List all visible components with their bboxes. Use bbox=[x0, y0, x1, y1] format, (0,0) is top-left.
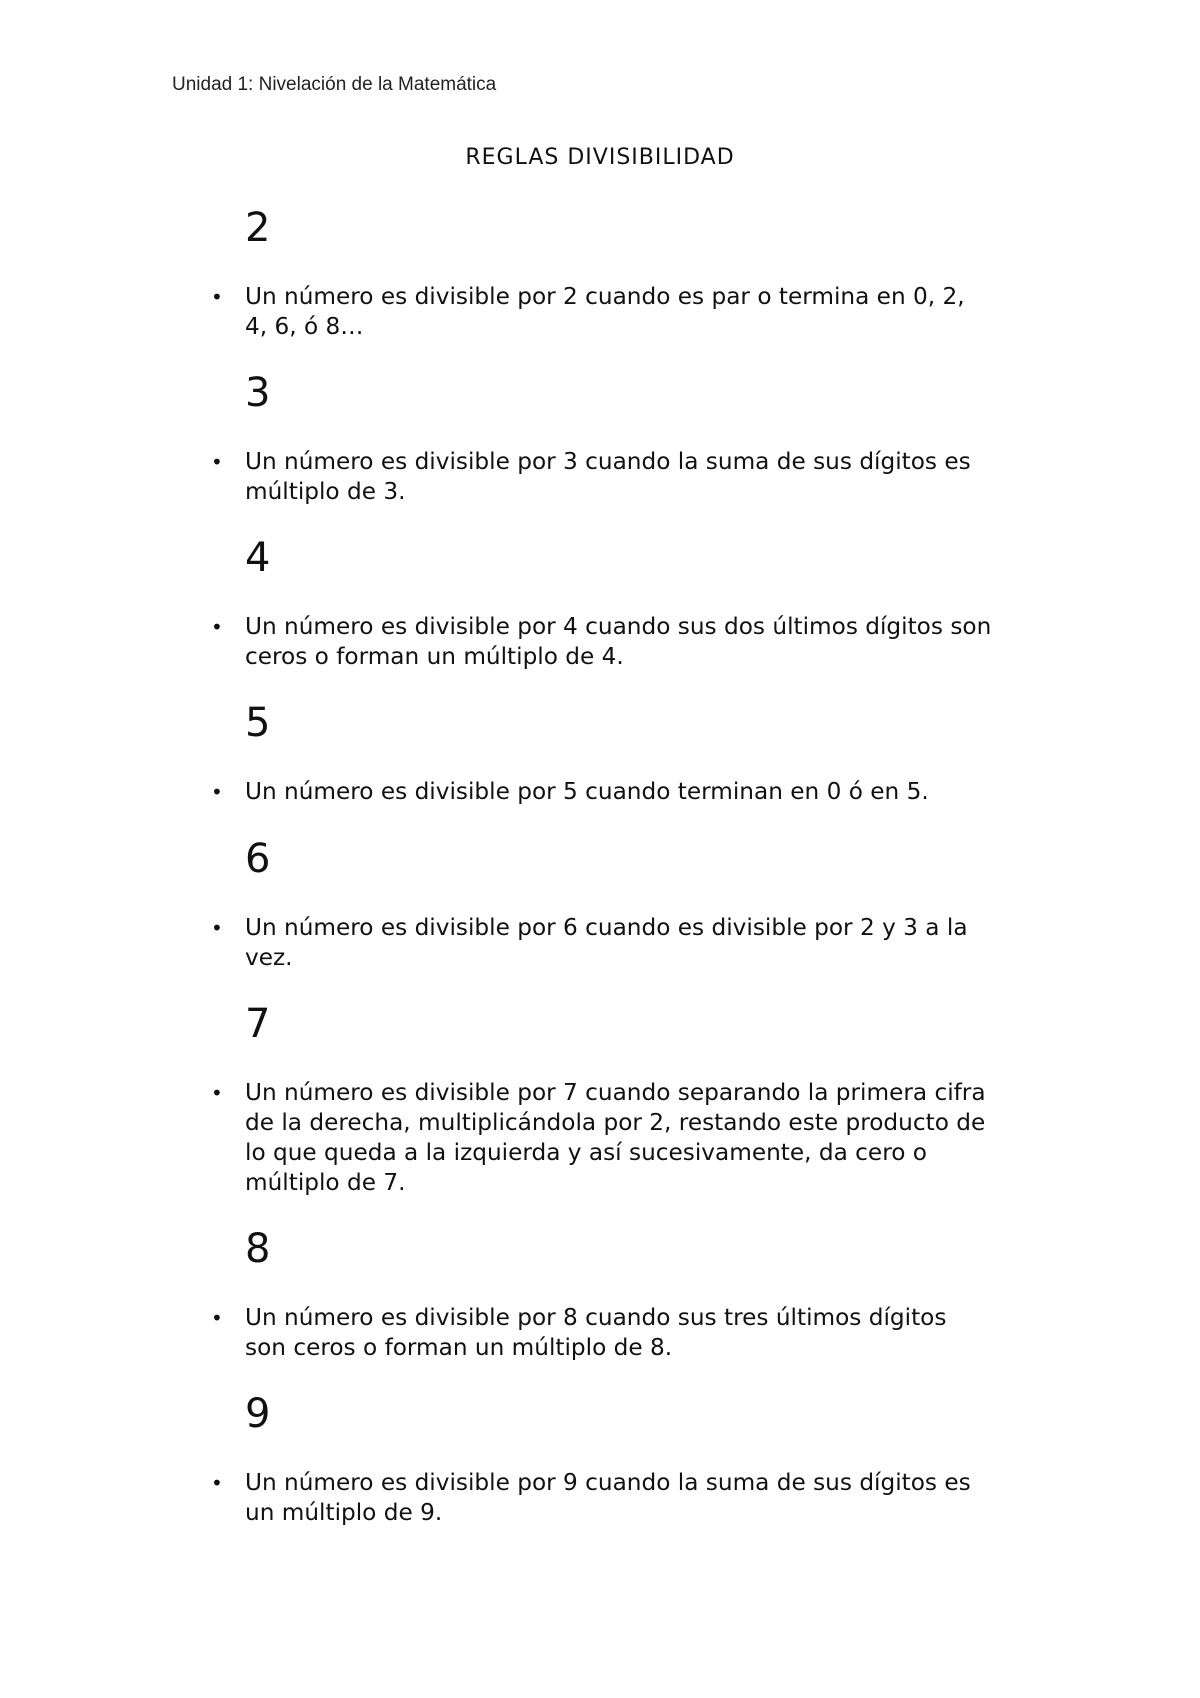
page-header: Unidad 1: Nivelación de la Matemática bbox=[172, 74, 497, 95]
rule-number: 9 bbox=[245, 1391, 271, 1437]
rule-number: 4 bbox=[245, 535, 271, 581]
bullet-icon: • bbox=[211, 450, 223, 474]
rule-text: Un número es divisible por 4 cuando sus dos últimos dígitos son ceros o forman un múltiplo de 4. bbox=[245, 613, 992, 670]
rule-number: 8 bbox=[245, 1226, 271, 1272]
document-title: REGLAS DIVISIBILIDAD bbox=[465, 145, 735, 170]
rule-text: Un número es divisible por 7 cuando separando la primera cifra de la derecha, multiplicándola por 2, restando este producto de lo que queda a la izquierda y así sucesivamente, da cero o múltiplo de 7. bbox=[245, 1079, 986, 1196]
rule-text: Un número es divisible por 9 cuando la suma de sus dígitos es un múltiplo de 9. bbox=[245, 1469, 971, 1526]
bullet-icon: • bbox=[211, 285, 223, 309]
bullet-icon: • bbox=[211, 1306, 223, 1330]
rule-number: 6 bbox=[245, 836, 271, 882]
rule-number: 3 bbox=[245, 370, 271, 416]
rule-number: 5 bbox=[245, 700, 271, 746]
rule-number: 7 bbox=[245, 1001, 271, 1047]
bullet-icon: • bbox=[211, 615, 223, 639]
rule-text: Un número es divisible por 6 cuando es divisible por 2 y 3 a la vez. bbox=[245, 914, 968, 971]
rule-text: Un número es divisible por 3 cuando la suma de sus dígitos es múltiplo de 3. bbox=[245, 448, 971, 505]
bullet-icon: • bbox=[211, 916, 223, 940]
bullet-icon: • bbox=[211, 1081, 223, 1105]
rule-text: Un número es divisible por 8 cuando sus tres últimos dígitos son ceros o forman un múltiplo de 8. bbox=[245, 1304, 947, 1361]
rule-text: Un número es divisible por 5 cuando terminan en 0 ó en 5. bbox=[245, 778, 929, 805]
bullet-icon: • bbox=[211, 1471, 223, 1495]
rule-number: 2 bbox=[245, 205, 271, 251]
bullet-icon: • bbox=[211, 780, 223, 804]
rule-text: Un número es divisible por 2 cuando es par o termina en 0, 2, 4, 6, ó 8… bbox=[245, 283, 965, 340]
